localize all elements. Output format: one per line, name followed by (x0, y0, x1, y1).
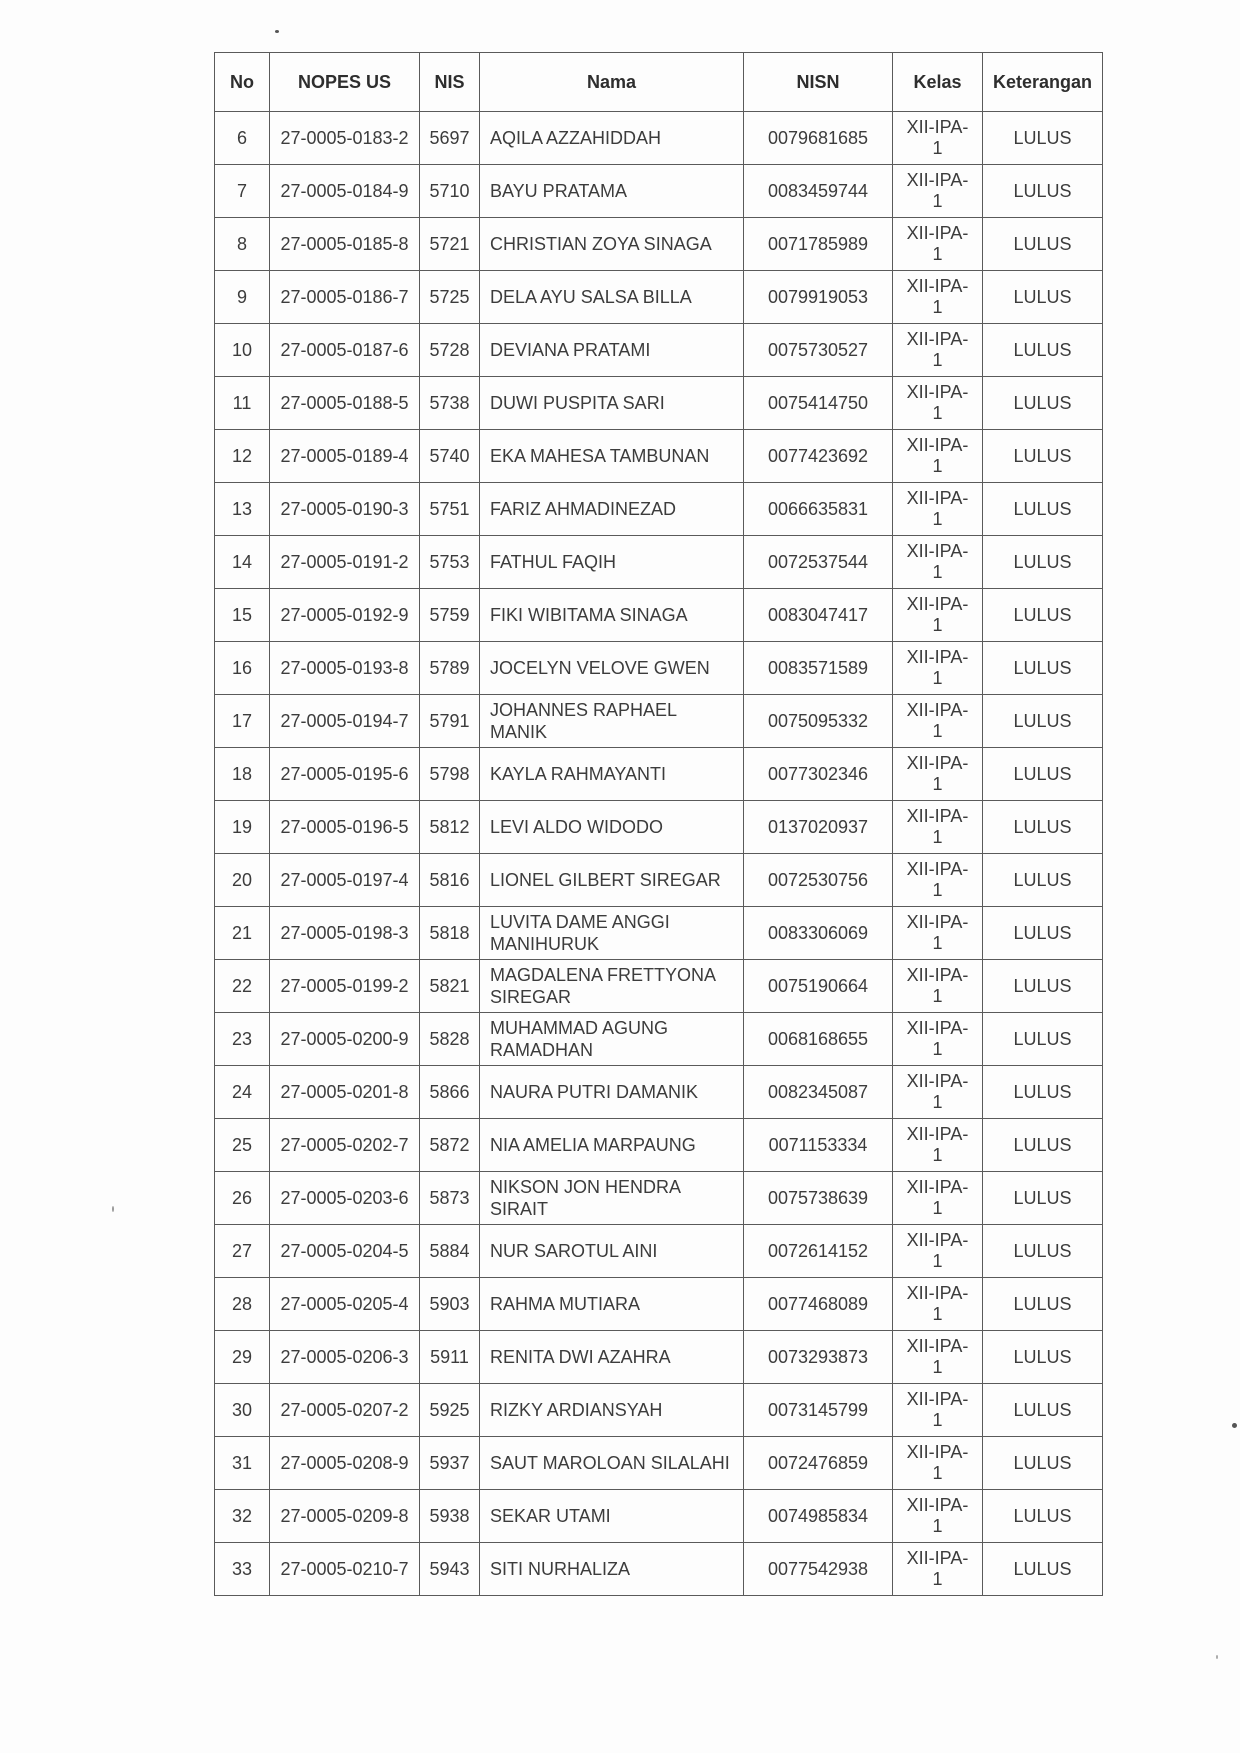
table-row (215, 218, 1103, 271)
cell-nisn: 0075738639 (744, 1172, 893, 1225)
cell-nisn: 0072476859 (744, 1437, 893, 1490)
cell-nama: NUR SAROTUL AINI (480, 1225, 744, 1278)
cell-nisn: 0083459744 (744, 165, 893, 218)
cell-nisn: 0071785989 (744, 218, 893, 271)
table-row (215, 430, 1103, 483)
cell-nama: RAHMA MUTIARA (480, 1278, 744, 1331)
cell-nopes-us: 27-0005-0205-4 (270, 1278, 420, 1331)
cell-nopes-us: 27-0005-0186-7 (270, 271, 420, 324)
cell-no: 32 (215, 1490, 270, 1543)
cell-nis: 5751 (420, 483, 480, 536)
cell-no: 9 (215, 271, 270, 324)
kelas-value: XII-IPA-1 (906, 700, 969, 741)
cell-keterangan: LULUS (983, 642, 1103, 695)
cell-nis: 5738 (420, 377, 480, 430)
cell-nopes-us: 27-0005-0199-2 (270, 960, 420, 1013)
cell-keterangan: LULUS (983, 695, 1103, 748)
cell-nama: MAGDALENA FRETTYONA SIREGAR (480, 960, 744, 1013)
cell-keterangan: LULUS (983, 854, 1103, 907)
cell-nisn: 0079681685 (744, 112, 893, 165)
cell-nama: CHRISTIAN ZOYA SINAGA (480, 218, 744, 271)
kelas-value: XII-IPA-1 (906, 594, 969, 635)
cell-kelas (893, 960, 983, 1013)
cell-nopes-us: 27-0005-0203-6 (270, 1172, 420, 1225)
cell-nama: EKA MAHESA TAMBUNAN (480, 430, 744, 483)
cell-kelas (893, 1543, 983, 1596)
cell-nopes-us: 27-0005-0210-7 (270, 1543, 420, 1596)
cell-kelas (893, 112, 983, 165)
cell-nisn: 0068168655 (744, 1013, 893, 1066)
cell-nis: 5911 (420, 1331, 480, 1384)
cell-kelas (893, 854, 983, 907)
cell-nisn: 0075730527 (744, 324, 893, 377)
cell-nis: 5753 (420, 536, 480, 589)
table-row (215, 112, 1103, 165)
cell-nisn: 0071153334 (744, 1119, 893, 1172)
kelas-value: XII-IPA-1 (906, 1230, 969, 1271)
cell-nis: 5872 (420, 1119, 480, 1172)
table-row (215, 377, 1103, 430)
cell-no: 10 (215, 324, 270, 377)
cell-keterangan: LULUS (983, 1490, 1103, 1543)
cell-nopes-us: 27-0005-0209-8 (270, 1490, 420, 1543)
cell-keterangan: LULUS (983, 907, 1103, 960)
cell-nama: SEKAR UTAMI (480, 1490, 744, 1543)
cell-kelas (893, 165, 983, 218)
cell-nama: MUHAMMAD AGUNG RAMADHAN (480, 1013, 744, 1066)
table-row (215, 536, 1103, 589)
cell-keterangan: LULUS (983, 801, 1103, 854)
cell-nisn: 0075190664 (744, 960, 893, 1013)
header-kelas: Kelas (893, 53, 983, 112)
kelas-value: XII-IPA-1 (906, 1548, 969, 1589)
table-row (215, 1490, 1103, 1543)
cell-kelas (893, 1331, 983, 1384)
cell-kelas (893, 1225, 983, 1278)
cell-no: 11 (215, 377, 270, 430)
cell-no: 13 (215, 483, 270, 536)
kelas-value: XII-IPA-1 (906, 912, 969, 953)
cell-keterangan: LULUS (983, 1384, 1103, 1437)
cell-nis: 5791 (420, 695, 480, 748)
cell-no: 8 (215, 218, 270, 271)
cell-nisn: 0072614152 (744, 1225, 893, 1278)
cell-keterangan: LULUS (983, 1437, 1103, 1490)
header-nis: NIS (420, 53, 480, 112)
cell-nis: 5821 (420, 960, 480, 1013)
cell-keterangan: LULUS (983, 1278, 1103, 1331)
cell-nama: SAUT MAROLOAN SILALAHI (480, 1437, 744, 1490)
cell-nopes-us: 27-0005-0189-4 (270, 430, 420, 483)
kelas-value: XII-IPA-1 (906, 806, 969, 847)
kelas-value: XII-IPA-1 (906, 223, 969, 264)
cell-keterangan: LULUS (983, 1013, 1103, 1066)
cell-kelas (893, 483, 983, 536)
cell-kelas (893, 430, 983, 483)
cell-keterangan: LULUS (983, 536, 1103, 589)
cell-kelas (893, 1066, 983, 1119)
cell-nama: AQILA AZZAHIDDAH (480, 112, 744, 165)
scan-speck (275, 30, 279, 33)
cell-nama: LUVITA DAME ANGGI MANIHURUK (480, 907, 744, 960)
cell-nama: FARIZ AHMADINEZAD (480, 483, 744, 536)
cell-kelas (893, 907, 983, 960)
cell-kelas (893, 536, 983, 589)
cell-keterangan: LULUS (983, 1331, 1103, 1384)
cell-no: 19 (215, 801, 270, 854)
cell-nisn: 0066635831 (744, 483, 893, 536)
cell-nis: 5721 (420, 218, 480, 271)
cell-nis: 5866 (420, 1066, 480, 1119)
cell-nis: 5725 (420, 271, 480, 324)
cell-nis: 5903 (420, 1278, 480, 1331)
cell-nis: 5937 (420, 1437, 480, 1490)
cell-nama: LEVI ALDO WIDODO (480, 801, 744, 854)
kelas-value: XII-IPA-1 (906, 541, 969, 582)
cell-no: 29 (215, 1331, 270, 1384)
kelas-value: XII-IPA-1 (906, 117, 969, 158)
cell-keterangan: LULUS (983, 218, 1103, 271)
cell-nama: NAURA PUTRI DAMANIK (480, 1066, 744, 1119)
cell-keterangan: LULUS (983, 589, 1103, 642)
cell-nis: 5816 (420, 854, 480, 907)
cell-keterangan: LULUS (983, 1172, 1103, 1225)
kelas-value: XII-IPA-1 (906, 1389, 969, 1430)
kelas-value: XII-IPA-1 (906, 1071, 969, 1112)
scan-speck (112, 1206, 114, 1212)
table-row (215, 907, 1103, 960)
cell-nama: SITI NURHALIZA (480, 1543, 744, 1596)
cell-nis: 5710 (420, 165, 480, 218)
cell-nama: JOHANNES RAPHAEL MANIK (480, 695, 744, 748)
cell-nisn: 0075095332 (744, 695, 893, 748)
table-row (215, 165, 1103, 218)
cell-nis: 5818 (420, 907, 480, 960)
table-row (215, 854, 1103, 907)
cell-nisn: 0072537544 (744, 536, 893, 589)
cell-nama: RENITA DWI AZAHRA (480, 1331, 744, 1384)
kelas-value: XII-IPA-1 (906, 753, 969, 794)
cell-no: 16 (215, 642, 270, 695)
kelas-value: XII-IPA-1 (906, 1018, 969, 1059)
table-body (215, 112, 1103, 1596)
kelas-value: XII-IPA-1 (906, 859, 969, 900)
cell-nis: 5943 (420, 1543, 480, 1596)
cell-keterangan: LULUS (983, 748, 1103, 801)
table-row (215, 748, 1103, 801)
cell-no: 20 (215, 854, 270, 907)
cell-nis: 5938 (420, 1490, 480, 1543)
cell-nis: 5884 (420, 1225, 480, 1278)
cell-kelas (893, 1119, 983, 1172)
cell-nopes-us: 27-0005-0187-6 (270, 324, 420, 377)
cell-no: 26 (215, 1172, 270, 1225)
cell-nama: NIKSON JON HENDRA SIRAIT (480, 1172, 744, 1225)
cell-no: 15 (215, 589, 270, 642)
cell-keterangan: LULUS (983, 271, 1103, 324)
table-row (215, 1013, 1103, 1066)
kelas-value: XII-IPA-1 (906, 647, 969, 688)
cell-nopes-us: 27-0005-0202-7 (270, 1119, 420, 1172)
cell-nopes-us: 27-0005-0193-8 (270, 642, 420, 695)
cell-nama: LIONEL GILBERT SIREGAR (480, 854, 744, 907)
cell-kelas (893, 695, 983, 748)
cell-keterangan: LULUS (983, 1225, 1103, 1278)
cell-nis: 5798 (420, 748, 480, 801)
cell-nopes-us: 27-0005-0183-2 (270, 112, 420, 165)
table-row (215, 1172, 1103, 1225)
cell-nopes-us: 27-0005-0184-9 (270, 165, 420, 218)
cell-no: 30 (215, 1384, 270, 1437)
cell-keterangan: LULUS (983, 483, 1103, 536)
cell-keterangan: LULUS (983, 165, 1103, 218)
cell-kelas (893, 589, 983, 642)
header-nisn: NISN (744, 53, 893, 112)
cell-nisn: 0137020937 (744, 801, 893, 854)
header-no: No (215, 53, 270, 112)
kelas-value: XII-IPA-1 (906, 170, 969, 211)
table-row (215, 589, 1103, 642)
table-row (215, 324, 1103, 377)
cell-nopes-us: 27-0005-0194-7 (270, 695, 420, 748)
cell-nisn: 0077423692 (744, 430, 893, 483)
cell-no: 22 (215, 960, 270, 1013)
cell-kelas (893, 324, 983, 377)
cell-keterangan: LULUS (983, 430, 1103, 483)
table-row (215, 1066, 1103, 1119)
kelas-value: XII-IPA-1 (906, 1177, 969, 1218)
cell-no: 27 (215, 1225, 270, 1278)
cell-kelas (893, 748, 983, 801)
header-row (215, 53, 1103, 112)
cell-nisn: 0083047417 (744, 589, 893, 642)
kelas-value: XII-IPA-1 (906, 1283, 969, 1324)
cell-nisn: 0073145799 (744, 1384, 893, 1437)
cell-kelas (893, 1172, 983, 1225)
cell-nis: 5728 (420, 324, 480, 377)
cell-nisn: 0074985834 (744, 1490, 893, 1543)
cell-keterangan: LULUS (983, 112, 1103, 165)
cell-nama: FATHUL FAQIH (480, 536, 744, 589)
cell-kelas (893, 642, 983, 695)
cell-nis: 5789 (420, 642, 480, 695)
cell-no: 18 (215, 748, 270, 801)
cell-no: 6 (215, 112, 270, 165)
cell-nopes-us: 27-0005-0198-3 (270, 907, 420, 960)
cell-nama: DEVIANA PRATAMI (480, 324, 744, 377)
cell-nis: 5697 (420, 112, 480, 165)
kelas-value: XII-IPA-1 (906, 382, 969, 423)
cell-nisn: 0083306069 (744, 907, 893, 960)
cell-kelas (893, 1278, 983, 1331)
cell-nisn: 0077542938 (744, 1543, 893, 1596)
cell-no: 31 (215, 1437, 270, 1490)
cell-nis: 5828 (420, 1013, 480, 1066)
cell-no: 12 (215, 430, 270, 483)
cell-kelas (893, 271, 983, 324)
cell-kelas (893, 1490, 983, 1543)
cell-nis: 5740 (420, 430, 480, 483)
header-nama: Nama (480, 53, 744, 112)
header-keterangan: Keterangan (983, 53, 1103, 112)
table-row (215, 1119, 1103, 1172)
cell-keterangan: LULUS (983, 1119, 1103, 1172)
cell-nisn: 0077468089 (744, 1278, 893, 1331)
cell-nis: 5925 (420, 1384, 480, 1437)
kelas-value: XII-IPA-1 (906, 1336, 969, 1377)
kelas-value: XII-IPA-1 (906, 488, 969, 529)
cell-nisn: 0083571589 (744, 642, 893, 695)
cell-nopes-us: 27-0005-0195-6 (270, 748, 420, 801)
table-row (215, 1331, 1103, 1384)
cell-no: 24 (215, 1066, 270, 1119)
cell-nis: 5759 (420, 589, 480, 642)
cell-nopes-us: 27-0005-0207-2 (270, 1384, 420, 1437)
cell-keterangan: LULUS (983, 1066, 1103, 1119)
cell-no: 25 (215, 1119, 270, 1172)
cell-nama: DUWI PUSPITA SARI (480, 377, 744, 430)
kelas-value: XII-IPA-1 (906, 435, 969, 476)
cell-nopes-us: 27-0005-0204-5 (270, 1225, 420, 1278)
cell-nama: DELA AYU SALSA BILLA (480, 271, 744, 324)
header-nopes-us: NOPES US (270, 53, 420, 112)
cell-nopes-us: 27-0005-0196-5 (270, 801, 420, 854)
cell-nama: JOCELYN VELOVE GWEN (480, 642, 744, 695)
cell-nisn: 0082345087 (744, 1066, 893, 1119)
cell-no: 21 (215, 907, 270, 960)
cell-nama: KAYLA RAHMAYANTI (480, 748, 744, 801)
cell-keterangan: LULUS (983, 324, 1103, 377)
cell-nisn: 0077302346 (744, 748, 893, 801)
table-row (215, 1384, 1103, 1437)
cell-nama: NIA AMELIA MARPAUNG (480, 1119, 744, 1172)
kelas-value: XII-IPA-1 (906, 276, 969, 317)
kelas-value: XII-IPA-1 (906, 1442, 969, 1483)
cell-kelas (893, 377, 983, 430)
scan-speck (1232, 1423, 1237, 1428)
cell-kelas (893, 1437, 983, 1490)
cell-kelas (893, 1384, 983, 1437)
table-row (215, 801, 1103, 854)
cell-nopes-us: 27-0005-0185-8 (270, 218, 420, 271)
cell-nis: 5812 (420, 801, 480, 854)
table-row (215, 271, 1103, 324)
cell-nisn: 0072530756 (744, 854, 893, 907)
kelas-value: XII-IPA-1 (906, 1495, 969, 1536)
cell-keterangan: LULUS (983, 1543, 1103, 1596)
cell-nama: FIKI WIBITAMA SINAGA (480, 589, 744, 642)
table-row (215, 483, 1103, 536)
cell-nopes-us: 27-0005-0192-9 (270, 589, 420, 642)
table-row (215, 1278, 1103, 1331)
cell-no: 17 (215, 695, 270, 748)
cell-nis: 5873 (420, 1172, 480, 1225)
cell-keterangan: LULUS (983, 377, 1103, 430)
table-header (215, 53, 1103, 112)
cell-nopes-us: 27-0005-0191-2 (270, 536, 420, 589)
cell-no: 23 (215, 1013, 270, 1066)
cell-nisn: 0075414750 (744, 377, 893, 430)
cell-keterangan: LULUS (983, 960, 1103, 1013)
cell-nama: RIZKY ARDIANSYAH (480, 1384, 744, 1437)
cell-nopes-us: 27-0005-0188-5 (270, 377, 420, 430)
cell-nama: BAYU PRATAMA (480, 165, 744, 218)
cell-no: 7 (215, 165, 270, 218)
table-row (215, 695, 1103, 748)
cell-nisn: 0073293873 (744, 1331, 893, 1384)
cell-nopes-us: 27-0005-0200-9 (270, 1013, 420, 1066)
cell-nisn: 0079919053 (744, 271, 893, 324)
scan-speck (1216, 1655, 1218, 1659)
table-row (215, 642, 1103, 695)
cell-no: 14 (215, 536, 270, 589)
table-row (215, 1437, 1103, 1490)
cell-nopes-us: 27-0005-0197-4 (270, 854, 420, 907)
cell-no: 33 (215, 1543, 270, 1596)
cell-kelas (893, 801, 983, 854)
cell-nopes-us: 27-0005-0201-8 (270, 1066, 420, 1119)
kelas-value: XII-IPA-1 (906, 1124, 969, 1165)
table-row (215, 960, 1103, 1013)
cell-nopes-us: 27-0005-0206-3 (270, 1331, 420, 1384)
table-row (215, 1225, 1103, 1278)
cell-kelas (893, 1013, 983, 1066)
graduation-results-table (214, 52, 1103, 1596)
cell-kelas (893, 218, 983, 271)
table-row (215, 1543, 1103, 1596)
cell-no: 28 (215, 1278, 270, 1331)
kelas-value: XII-IPA-1 (906, 965, 969, 1006)
cell-nopes-us: 27-0005-0190-3 (270, 483, 420, 536)
cell-nopes-us: 27-0005-0208-9 (270, 1437, 420, 1490)
kelas-value: XII-IPA-1 (906, 329, 969, 370)
